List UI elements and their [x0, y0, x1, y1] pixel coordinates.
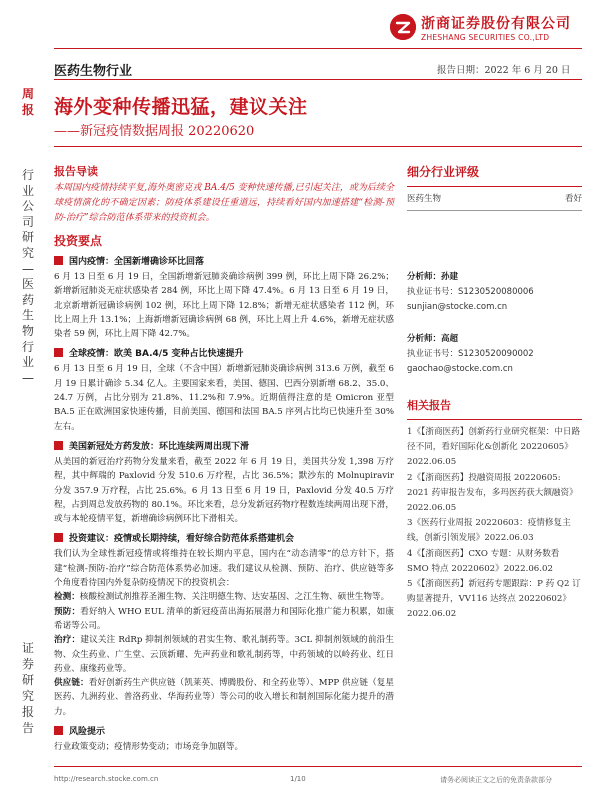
- bullet-square-icon: [54, 533, 63, 542]
- spacer: [407, 216, 582, 270]
- section-text: 从美国的新冠治疗药物分发量来看，截至 2022 年 6 月 19 日，美国共分发 1,398 万疗程，其中辉瑞的 Paxlovid 分发 510.6 万疗程，占比 36.5%；默沙东的 Molnupiravir 分发 357.9 万疗程，占比 25.6%。6 月 13 日至 6 月 19 日，Paxlovid 分发 40.5 万疗程，占到周总发放药物的 80.1%。环比来看，总分发新冠药物疗程数连续两周出现下滑，或与本轮疫情平复，新增确诊病例环比下滑相关。: [54, 456, 394, 525]
- related-list: [407, 425, 582, 623]
- footer-divider: [54, 766, 582, 767]
- analyst-1-license: 执业证书号：S1230520080006: [407, 287, 534, 297]
- rating-sector: 医药生物: [407, 194, 442, 204]
- footer-url[interactable]: http://research.stocke.com.cn: [54, 775, 159, 783]
- header-divider-2: [54, 79, 582, 80]
- risk-text: 行业政策变动；疫情形势变动；市场竞争加剧等。: [54, 742, 244, 753]
- suggestion-prevention: 预防：看好纳入 WHO EUL 清单的新冠疫苗出海拓展潜力和国际化推广能力积累，如康希诺等公司。: [54, 606, 394, 631]
- spacer: [407, 315, 582, 332]
- guide-text: 本周国内疫情持续平复,海外奥密克戎 BA.4/5 变种快速传播,已引起关注，或为后续全球疫情演化的不确定因素；防疫体系建设任重道远，持续看好国内加速搭建“检测-预防-治疗”综合防范体系带来的投资机会。: [54, 183, 394, 223]
- section-heading: [54, 254, 394, 267]
- sidebar-category: 行业公司研究—医药生物行业—: [22, 168, 35, 385]
- rating-divider: [407, 186, 582, 187]
- related-item[interactable]: 4《【浙商医药】CXO 专题：从财务数看 SMO 特点 20220602》2022.06.02: [407, 548, 560, 574]
- section-text: 6 月 13 日至 6 月 19 日，全球（不含中国）新增新冠肺炎确诊病例 313.6 万例，截至 6 月 19 日累计确诊 5.34 亿人。主要国家来看，美国、德国、巴西分别新增 68.2、35.0、24.7 万例，占比分别为 21.8%、11.2%和 7.9%。近期值得注意的是 Omicron 亚型 BA.5 正在欧洲国家快速传播，目前美国、德国和法国 BA.5 序列占比均已快速升至 30%左右。: [54, 364, 394, 432]
- header-divider: [54, 48, 582, 49]
- analyst-2-license: 执业证书号：S1230520090002: [407, 349, 534, 359]
- section-heading-text: 国内疫情：全国新增确诊环比回落: [69, 257, 205, 267]
- section-text: 6 月 13 日至 6 月 19 日，全国新增新冠肺炎确诊病例 399 例，环比上周下降 26.2%；新增新冠肺炎无症状感染者 284 例，环比上周下降 47.4%。6 月 13 日至 6 月 19 日，北京新增新冠确诊病例 102 例，环比上周下降 12.8%；新增无症状感染者 112 例，环比上周上升 13.1%；上海新增新冠确诊病例 68 例，环比上周上升 4.6%，新增无症状感染者 59 例，环比上周下降 42.7%。: [54, 272, 394, 340]
- rating-value: 看好: [564, 194, 582, 204]
- related-item[interactable]: 5《【浙商医药】新冠药专题跟踪：P 药 Q2 订购显著提升，VV116 达终点 20220602》2022.06.02: [407, 579, 581, 620]
- suggestion-detection: 检测：核酸检测试剂推荐圣湘生物、关注明德生物、达安基因、之江生物、硕世生物等。: [54, 592, 390, 603]
- report-title: 海外变种传播迅猛，建议关注: [54, 96, 308, 118]
- rating-title: 细分行业评级: [407, 165, 480, 179]
- guide-title: 报告导读: [54, 165, 98, 178]
- bullet-square-icon: [54, 726, 63, 735]
- bullet-square-icon: [54, 441, 63, 450]
- rating-row: [407, 192, 582, 204]
- related-item[interactable]: 2《【浙商医药】投融资周报 20220605: 2021 药审报告发布，多玛医药获大额融资》2022.06.05: [407, 472, 578, 514]
- rating-bottom-rule: [407, 210, 582, 211]
- risk-heading: [54, 724, 394, 737]
- section-heading-text: 全球疫情：欧美 BA.4/5 变种占比快速提升: [69, 349, 244, 360]
- section-heading: [54, 531, 394, 544]
- section-heading-text: 投资建议：疫情或长期持续，看好综合防范体系搭建机会: [69, 534, 295, 545]
- report-subtitle: ——新冠疫情数据周报 20220620: [54, 124, 255, 139]
- analyst-2-name: 分析师：高超: [407, 334, 459, 344]
- main-column: [54, 163, 394, 754]
- suggestion-treatment: 治疗：建议关注 RdRp 抑制剂领域的君实生物、歌礼制药等。3CL 抑制剂领域的前沿生物、众生药业、广生堂、云顶新耀、先声药业和歌礼制药等，中药领域的以岭药业、红日药业、康缘药业等。: [54, 635, 394, 674]
- analyst-1-email[interactable]: sunjian@stocke.com.cn: [407, 302, 508, 312]
- company-logo-icon: [390, 14, 416, 40]
- analyst-1-name: 分析师：孙建: [407, 272, 459, 282]
- disclaimer-note: 请务必阅读正文之后的免责条款部分: [440, 776, 552, 784]
- related-title: 相关报告: [407, 399, 451, 412]
- sidebar-stamp: 证券研究报告: [22, 641, 35, 735]
- company-name-en: ZHESHANG SECURITIES CO.,LTD: [421, 33, 550, 42]
- analyst-2-email[interactable]: gaochao@stocke.com.cn: [407, 364, 513, 374]
- bullet-square-icon: [54, 256, 63, 265]
- industry-label: 医药生物行业: [54, 64, 133, 79]
- company-name-cn: 浙商证券股份有限公司: [421, 16, 571, 32]
- bullet-square-icon: [54, 348, 63, 357]
- suggestion-supply-chain: 供应链：看好创新药生产供应链（凯莱英、博腾股份、和全药业等）、MPP 供应链（复星医药、九洲药业、普洛药业、华海药业等）等公司的收入增长和制剂国际化能力提升的潜力。: [54, 678, 394, 717]
- sidebar-weekly-label: 周报: [22, 87, 35, 117]
- related-item[interactable]: 3《医药行业周报 20220603：疫情修复主线，创新引领发展》2022.06.03: [407, 518, 571, 544]
- section-heading: [54, 346, 394, 359]
- page-number: 1/10: [290, 775, 306, 783]
- section-heading-text: 美国新冠处方药发放：环比连续两周出现下滑: [69, 441, 250, 452]
- report-date: 报告日期：2022 年 6 月 20 日: [437, 65, 571, 76]
- section-text: 我们认为全球性新冠疫情或将维持在较长期内平息，国内在“动态清零”的总方针下，搭建“检测-预防-治疗”综合防范体系势必加速。我们建议从检测、预防、治疗、供应链等多个角度看待国内外复杂防疫情况下的投资机会：: [54, 549, 394, 589]
- related-divider: [407, 419, 582, 420]
- related-item[interactable]: 1《【浙商医药】创新药行业研究框架：中日路径不同，看好国际化&创新化 20220605》2022.06.05: [407, 427, 581, 468]
- points-title: 投资要点: [54, 234, 103, 248]
- risk-heading-text: 风险提示: [69, 727, 106, 738]
- title-divider: [54, 146, 582, 147]
- right-column: [407, 163, 582, 623]
- section-heading: [54, 439, 394, 452]
- spacer: [407, 377, 582, 397]
